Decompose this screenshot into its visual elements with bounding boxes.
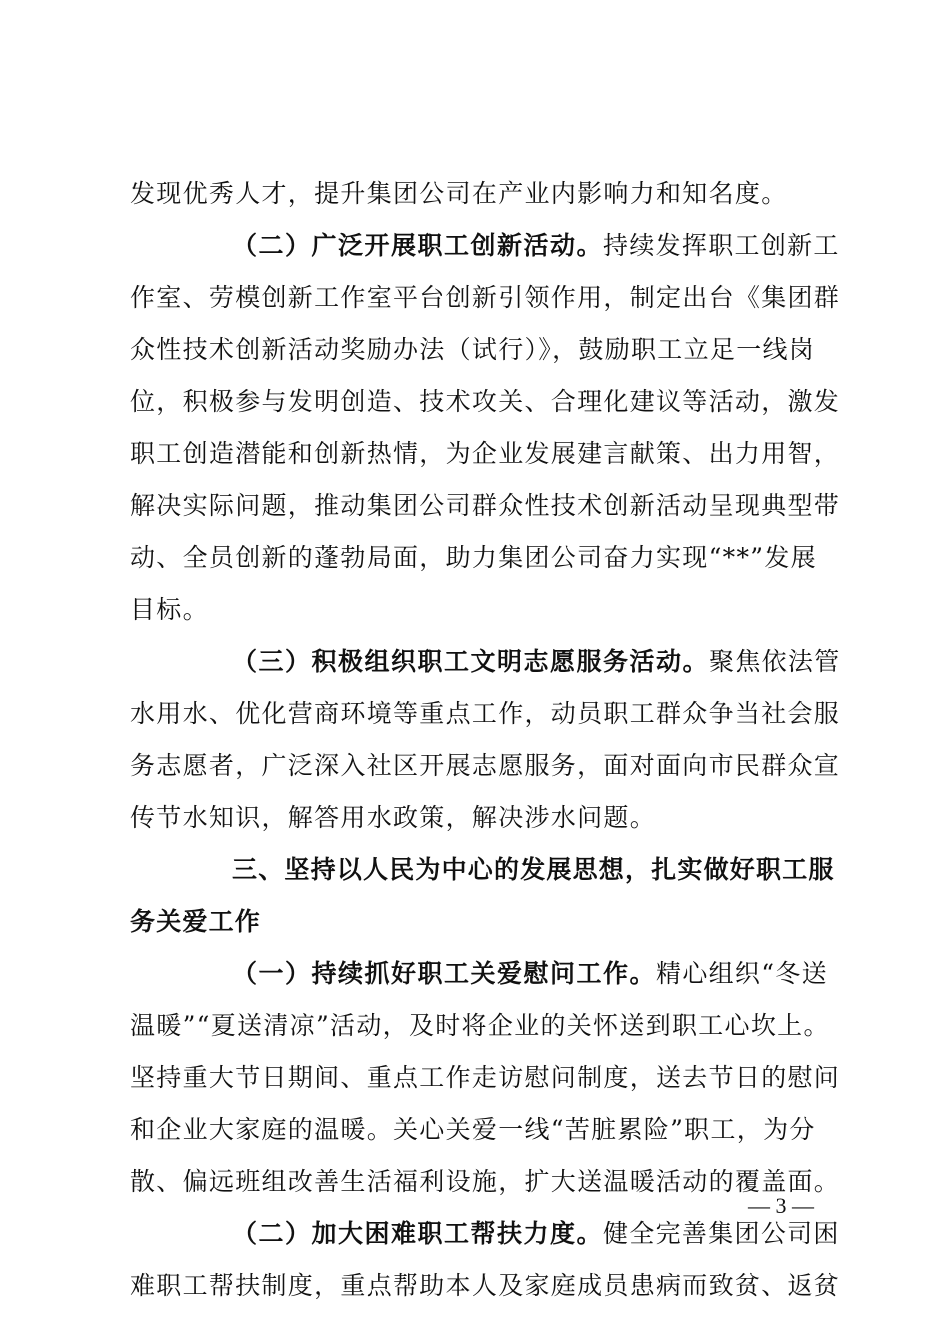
paragraph-line: 水用水、优化营商环境等重点工作，动员职工群众争当社会服 [130, 699, 841, 728]
paragraph-line: 务志愿者，广泛深入社区开展志愿服务，面对面向市民群众宣 [130, 751, 841, 780]
paragraph-line: 发现优秀人才，提升集团公司在产业内影响力和知名度。 [130, 179, 788, 208]
paragraph-line: 和企业大家庭的温暖。关心关爱一线“苦脏累险”职工，为分 [130, 1115, 816, 1144]
paragraph-line: 解决实际问题，推动集团公司群众性技术创新活动呈现典型带 [130, 491, 841, 520]
paragraph-line: 传节水知识，解答用水政策，解决涉水问题。 [130, 803, 657, 832]
paragraph-text: 聚焦依法管 [709, 647, 841, 676]
section-heading: 务关爱工作 [130, 907, 262, 936]
section-heading: 三、坚持以人民为中心的发展思想，扎实做好职工服 [232, 855, 835, 884]
subsection-title: （二）加大困难职工帮扶力度。 [232, 1219, 604, 1248]
subsection-title: （一）持续抓好职工关爱慰问工作。 [232, 959, 657, 988]
page-number: — 3 — [748, 1193, 814, 1218]
paragraph-line [232, 1218, 840, 1250]
paragraph-line: 作室、劳模创新工作室平台创新引领作用，制定出台《集团群 [130, 283, 841, 312]
paragraph-text: 精心组织“冬送 [656, 959, 828, 988]
paragraph-line: 动、全员创新的蓬勃局面，助力集团公司奋力实现“**”发展 [130, 543, 817, 572]
paragraph-line [232, 230, 840, 262]
subsection-title: （二）广泛开展职工创新活动。 [232, 231, 604, 260]
paragraph-line: 职工创造潜能和创新热情，为企业发展建言献策、出力用智， [130, 439, 841, 468]
paragraph-line: 位，积极参与发明创造、技术攻关、合理化建议等活动，激发 [130, 387, 841, 416]
paragraph-text: 健全完善集团公司困 [603, 1219, 840, 1248]
subsection-title: （三）积极组织职工文明志愿服务活动。 [232, 647, 710, 676]
paragraph-text: 持续发挥职工创新工 [603, 231, 840, 260]
paragraph-line: 散、偏远班组改善生活福利设施，扩大送温暖活动的覆盖面。 [130, 1167, 841, 1196]
paragraph-line [232, 646, 841, 678]
paragraph-line: 温暖”“夏送清凉”活动，及时将企业的关怀送到职工心坎上。 [130, 1011, 830, 1040]
paragraph-line: 坚持重大节日期间、重点工作走访慰问制度，送去节日的慰问 [130, 1063, 841, 1092]
paragraph-line: 众性技术创新活动奖励办法（试行）》，鼓励职工立足一线岗 [130, 335, 816, 364]
paragraph-line: 难职工帮扶制度，重点帮助本人及家庭成员患病而致贫、返贫 [130, 1271, 841, 1300]
paragraph-line [232, 958, 828, 990]
paragraph-line: 目标。 [130, 595, 209, 624]
